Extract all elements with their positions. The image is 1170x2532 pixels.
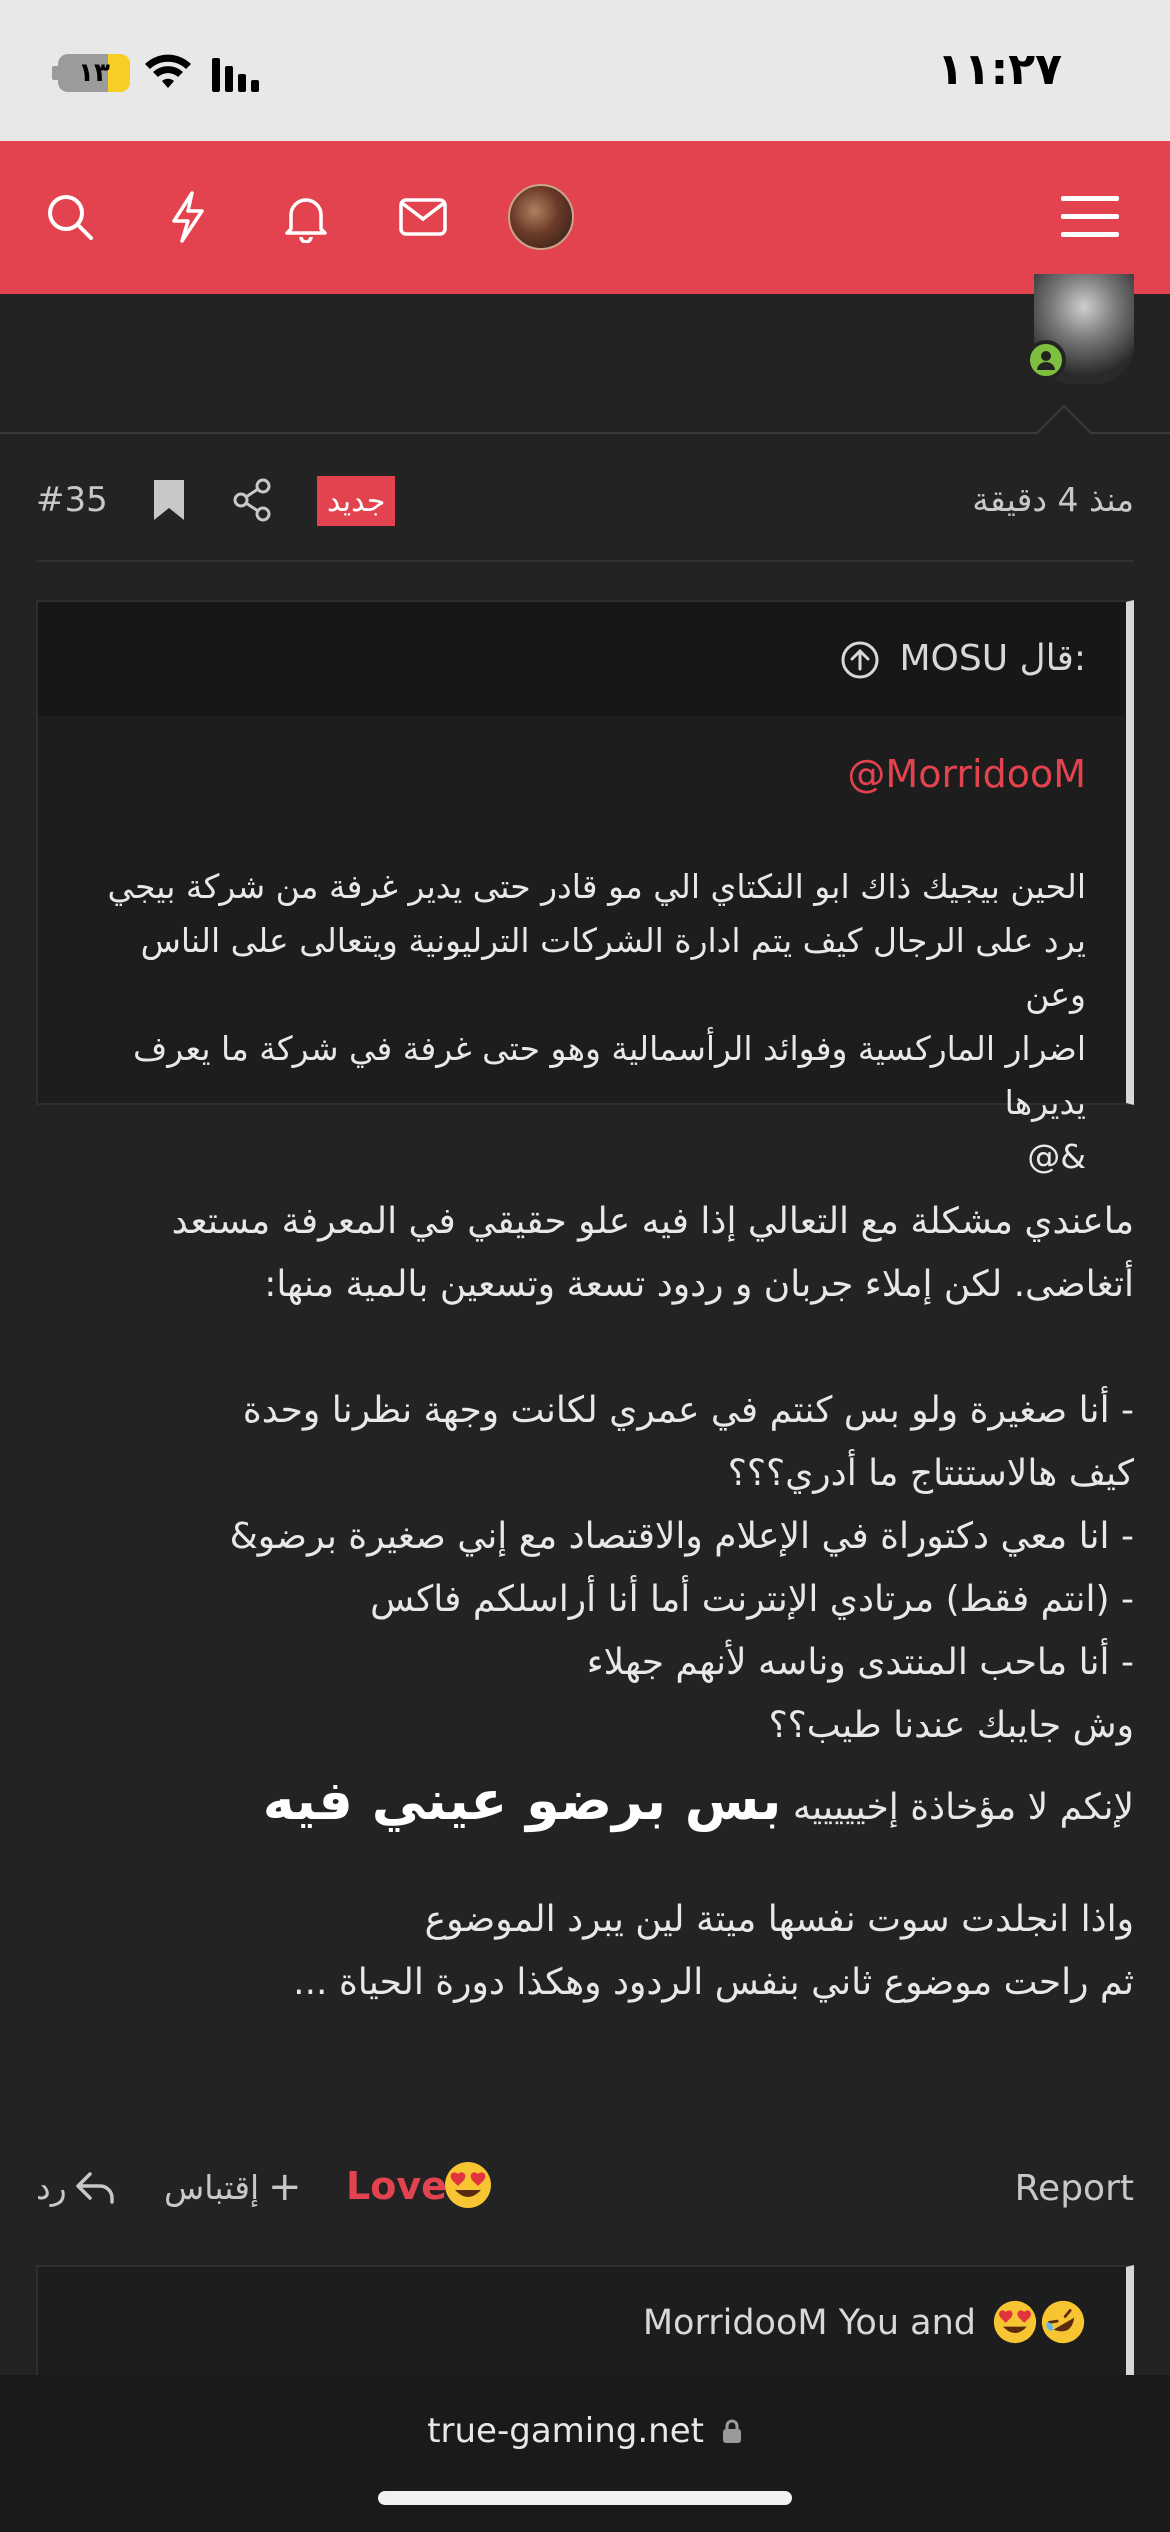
body-line: - انا معي دكتوراة في الإعلام والاقتصاد مع إني صغيرة برضو&	[229, 1516, 1134, 1557]
emphasis-bold: بس برضو عيني فيه	[262, 1769, 782, 1832]
browser-address-bar[interactable]	[0, 2375, 1170, 2532]
divider	[36, 560, 1134, 562]
body-line: وش جايبك عندنا طيب؟؟	[768, 1705, 1134, 1746]
online-status-icon	[1026, 340, 1066, 380]
quote-line: يرد على الرجال كيف يتم ادارة الشركات الترليونية ويتعالى على الناس وعن	[140, 921, 1086, 1014]
quote-button[interactable]: إقتباس	[164, 2168, 260, 2207]
mail-icon[interactable]	[393, 187, 453, 247]
quote-mention-link[interactable]: @MorridooM	[847, 752, 1086, 796]
spacer	[36, 1848, 1134, 1888]
reactions-summary[interactable]	[36, 2265, 1134, 2380]
body-line: كيف هالاستنتاج ما أدري؟؟؟	[727, 1453, 1134, 1494]
status-bar	[0, 0, 1170, 141]
post-body	[36, 1190, 1134, 2014]
report-button[interactable]: Report	[1014, 2168, 1134, 2209]
user-avatar[interactable]	[508, 184, 574, 250]
body-line: واذا انجلدت سوت نفسها ميتة لين يبرد الموضوع	[424, 1899, 1134, 1940]
body-line: - أنا صغيرة ولو بس كنتم في عمري لكانت وجهة نظرنا وحدة	[242, 1390, 1134, 1431]
url-text[interactable]	[0, 2411, 1170, 2451]
body-line: - (انتم فقط) مرتادي الإنترنت أما أنا أراسلكم فاكس	[370, 1579, 1134, 1620]
quote-line: &@	[1027, 1137, 1086, 1176]
quote-block	[36, 600, 1134, 1176]
body-line: أتغاضى. لكن إملاء جربان و ردود تسعة وتسعين بالمية منها:	[264, 1264, 1134, 1305]
plus-icon[interactable]: +	[268, 2164, 302, 2210]
battery-level: ١٣	[78, 58, 110, 88]
post-number[interactable]: #35	[36, 480, 108, 520]
share-icon[interactable]	[232, 478, 272, 522]
clock: ١١:٢٧	[936, 44, 1062, 95]
love-reaction-button[interactable]: Love	[346, 2164, 447, 2208]
reply-icon[interactable]	[74, 2168, 116, 2208]
quote-author[interactable]: MOSU قال:	[899, 638, 1086, 679]
search-icon[interactable]	[40, 187, 100, 247]
quote-header	[38, 602, 1126, 716]
home-indicator[interactable]	[378, 2491, 792, 2505]
battery-icon	[58, 54, 130, 92]
bell-icon[interactable]	[276, 187, 336, 247]
lock-icon	[721, 2418, 743, 2444]
quote-line: الحين بيجيك ذاك ابو النكتاي الي مو قادر حتى يدير غرفة من شركة بيجي	[107, 867, 1086, 906]
post-meta	[36, 470, 1134, 532]
previous-post-footer	[0, 294, 1170, 434]
heart-eyes-emoji-icon[interactable]	[443, 2160, 493, 2210]
top-navbar	[0, 141, 1170, 294]
heart-eyes-emoji-icon	[992, 2299, 1038, 2345]
post-time[interactable]: منذ 4 دقيقة	[972, 480, 1134, 519]
emphasis-prefix: لإنكم لا مؤخاذة إخيييييه	[792, 1787, 1134, 1828]
quote-text	[86, 860, 1086, 1184]
quote-line: اضرار الماركسية وفوائد الرأسمالية وهو حتى غرفة في شركة ما يعرف يديرها	[133, 1029, 1086, 1122]
signal-icon	[212, 58, 264, 92]
bookmark-icon[interactable]	[152, 478, 186, 522]
body-line: ماعندي مشكلة مع التعالي إذا فيه علو حقيقي في المعرفة مستعد	[171, 1201, 1134, 1242]
reactions-text[interactable]: MorridooM You and	[642, 2303, 976, 2343]
body-line: - أنا ماحب المنتدى وناسه لأنهم جهلاء	[586, 1642, 1134, 1683]
wifi-icon	[144, 52, 192, 92]
post-pointer-arrow	[1036, 404, 1092, 434]
spacer	[36, 1316, 1134, 1379]
rofl-emoji-icon	[1040, 2299, 1086, 2345]
post-actions	[36, 2160, 1134, 2220]
new-badge: جديد	[317, 476, 395, 526]
body-line: ثم راحت موضوع ثاني بنفس الردود وهكذا دورة الحياة ...	[293, 1962, 1134, 2003]
emphasis-line	[36, 1761, 1134, 1848]
go-to-quote-icon[interactable]	[840, 640, 880, 680]
reply-button[interactable]: رد	[36, 2168, 67, 2207]
menu-icon[interactable]	[1060, 187, 1120, 247]
url-label: true-gaming.net	[427, 2411, 704, 2451]
flash-icon[interactable]	[158, 187, 218, 247]
